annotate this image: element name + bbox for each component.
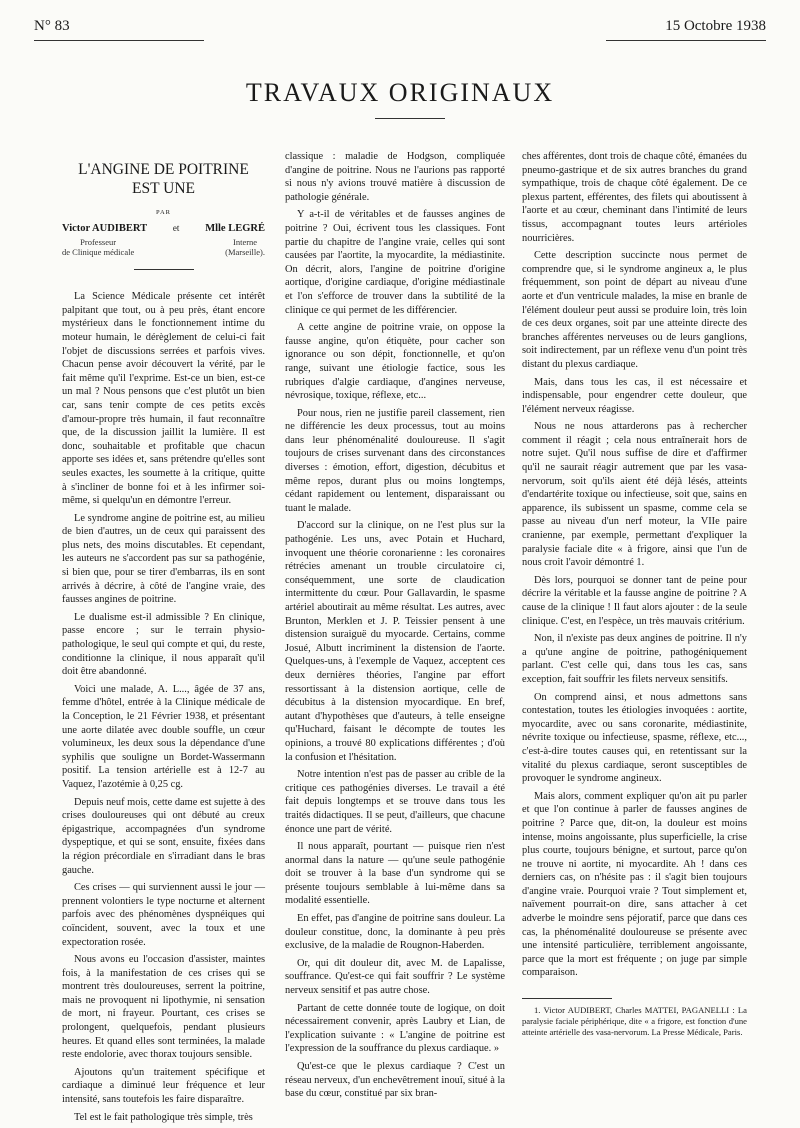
author-2-role-2: (Marseille).	[225, 247, 265, 258]
author-2: Mlle LEGRÉ	[205, 222, 265, 234]
article-title-line-1: L'ANGINE DE POITRINE	[78, 161, 249, 178]
section-rule	[375, 118, 445, 119]
author-2-role-1: Interne	[233, 237, 258, 248]
paragraph: Non, il n'existe pas deux angines de poitrine. Il n'y a qu'une angine de poitrine, pathogéniquement parlant. C'est celle qui, dans tous les cas, sans exception, fait souffrir les filets nerveux sensitifs.	[522, 633, 747, 685]
section-title: TRAVAUX ORIGINAUX	[245, 78, 555, 107]
page-header	[34, 14, 766, 44]
article-title-line-2: EST UNE	[131, 180, 195, 197]
author-1-affiliation	[62, 237, 134, 257]
paragraph: Nous ne nous attarderons pas à rechercher comment il réagit ; cela nous entraînerait hors de notre sujet. Qu'il nous suffise de dire et d'affirmer qu'il ne saurait réagir autrement que par les vasa-nervorum, soit qu'ils aient été déjà lésés, atteints d'endartérite toxique ou infectieuse, soit que, sains en apparence, ils subissent un spasme, comme cela se passe au niveau d'un nerf moteur, la VIIe paire cranienne, par exemple, permettant d'expliquer la paralysie faciale dite « à frigore, ainsi que l'un de nous croit l'avoir démontré 1.	[522, 421, 747, 569]
issue-number: N° 83	[34, 18, 70, 34]
author-conjunction: et	[172, 222, 180, 233]
paragraph: Voici une malade, A. L..., âgée de 37 ans, femme d'hôtel, entrée à la Clinique médicale de la Conception, le 21 Février 1938, et présentant une aorte dilatée avec double souffle, un cœur volumineux, les deux sous la dépendance d'une syphilis que souligne un Bordet-Wassermann positif. La tension artérielle est à 12-7 au Vaquez, l'azotémie à 0,25 cg.	[62, 683, 265, 790]
footnote-rule	[522, 998, 612, 999]
paragraph: On comprend ainsi, et nous admettons sans contestation, toutes les étiologies invoquées : aortite, myocardite, avec ou sans coronarite, médiastinite, névrite toxique ou infectieuse, spasme, réflexe, etc..., c'est-à-dire toutes causes qui, en retentissant sur la vitalité du plexus cardiaque, seront susceptibles de provoquer le syndrome angineux.	[522, 691, 747, 785]
paragraph: classique : maladie de Hodgson, compliquée d'angine de poitrine. Nous ne l'aurions pas rapporté si nous n'y avions trouvé matière à discussion de pathologie générale.	[285, 151, 505, 203]
paragraph: En effet, pas d'angine de poitrine sans douleur. La douleur constitue, donc, la dominante à peu près exclusive, de la maladie de Rougnon-Haberden.	[285, 913, 505, 952]
paragraph: A cette angine de poitrine vraie, on oppose la fausse angine, qu'on étiquète, pour cacher son ignorance ou son dépit, fonctionnelle, et qu'on range, suivant une étiologie factice, sous les rubriques d'algie cardiaque, d'angines nerveuse, névrosique, toxique, réflexe, etc...	[285, 322, 505, 402]
authors	[62, 222, 265, 236]
paragraph: Tel est le fait pathologique très simple, très	[74, 1111, 253, 1123]
date-rule	[606, 40, 766, 41]
paragraph: Pour nous, rien ne justifie pareil classement, rien ne différencie les deux processus, tout au moins dans leur phénoménalité douloureuse. Il s'agit toujours de crises survenant dans des circonstances diverses : émotion, effort, digestion, décubitus et même repos, durant plus ou moins longtemps, cédant rapidement ou lentement, disparaissant ou tuant le malade.	[285, 407, 505, 514]
paragraph: Notre intention n'est pas de passer au crible de la critique ces pathogénies diverses. Le travail a été fait depuis longtemps et se trouve dans tous les traités didactiques. Il se peut, d'ailleurs, que chacune énonce une part de vérité.	[285, 769, 505, 835]
author-1: Victor AUDIBERT	[62, 222, 148, 234]
paragraph: Il nous apparaît, pourtant — puisque rien n'est anormal dans la nature — qu'une seule pathogénie doit se trouver à la base d'un syndrome qui se présente toujours semblable à lui-même dans sa modalité essentielle.	[285, 841, 505, 907]
paragraph: Nous avons eu l'occasion d'assister, maintes fois, à la manifestation de ces crises qui se montrent très douloureuses, serrent la poitrine, mais ne provoquent ni lipothymie, ni sensation de mort, ni frayeur. Pourtant, ces crises se prolongent, quelquefois, pendant plusieurs heures. Et quand elles sont terminées, la malade reste endolorie, avec thorax toujours sensible.	[62, 954, 265, 1061]
issue-rule	[34, 40, 204, 41]
paragraph: Ajoutons qu'un traitement spécifique et cardiaque a diminué leur fréquence et leur intensité, sans toutefois les faire disparaître.	[62, 1066, 265, 1106]
paragraph: Y a-t-il de véritables et de fausses angines de poitrine ? Oui, écrivent tous les classiques. Font partie du chapitre de l'angine vraie, celles qui sont causées par l'aortite, la myocardite, la médiastinite. On décrit, alors, l'angine de poitrine d'origine aortique, d'origine cardiaque, d'origine médiastinale et l'on s'efforce de trouver dans la subtilité de la clinique ce qui permet de les différencier.	[285, 209, 505, 316]
author-2-affiliation	[225, 237, 265, 257]
paragraph: Dès lors, pourquoi se donner tant de peine pour décrire la véritable et la fausse angine de poitrine ? A cause de la clinique ! Il faut alors ajouter : de la seule clinique. C'est, en l'espèce, un très mauvais critérium.	[522, 574, 747, 627]
paragraph: Qu'est-ce que le plexus cardiaque ? C'est un réseau nerveux, d'un enchevêtrement inouï, situé à la base du cœur, constitué par six bran-	[285, 1061, 505, 1100]
byline-par: PAR	[155, 209, 172, 216]
author-1-role-2: de Clinique médicale	[62, 247, 135, 258]
column-3	[522, 150, 747, 1037]
issue-date: 15 Octobre 1938	[665, 18, 766, 34]
paragraph: Or, qui dit douleur dit, avec M. de Lapalisse, souffrance. Qu'est-ce qui fait souffrir ? Le système nerveux sensitif et pas autre chose.	[285, 957, 505, 997]
title-rule	[134, 269, 194, 270]
column-1-body	[62, 290, 265, 1124]
author-1-role-1: Professeur	[80, 237, 117, 248]
paragraph: Ces crises — qui surviennent aussi le jour — prennent volontiers le type nocturne et alternent parfois avec des phénomènes dyspnéiques qui coïncident, souvent, avec la toux et une expectoration rosée.	[62, 882, 265, 948]
paragraph: Mais alors, comment expliquer qu'on ait pu parler et que l'on continue à parler de fausses angines de poitrine ? Parce que, dit-on, la douleur est moins intense, moins angoissante, plus superficielle, la crise plus courte, toujours bénigne, et surtout, parce qu'on ne trouve ni aortite, ni myocardite. Ah ! dans ces derniers cas, on n'hésite pas : il s'agit bien toujours d'angine vraie. Pourquoi vraie ? Tout simplement et, naïvement pourrait-on dire, sans attacher à cet adverbe le moindre sens péjoratif, parce que dans ces cas, la phénoménalité douloureuse se présente avec une intensité particulière, terriblement angoissante, parce que la mort est fréquente ; on juge par simple comparaison.	[522, 790, 747, 979]
column-1	[62, 160, 265, 1128]
paragraph: Le dualisme est-il admissible ? En clinique, passe encore ; sur le terrain physio-pathologique, le seul qui compte et qui, du reste, conditionne la clinique, il nous apparaît qu'il doit être abandonné.	[62, 611, 265, 678]
paragraph: Cette description succincte nous permet de comprendre que, si le syndrome angineux a, le plus fréquemment, son point de départ au niveau d'une aorte et d'un ventricule malades, la mise en branle de l'élément douleur peut aussi se produire loin, très loin de ces deux organes, soit par une atteinte directe des branches afférentes nerveuses ou de leurs ganglions, soit indirectement, par un réflexe venu d'un point très distant du plexus cardiaque.	[522, 250, 747, 370]
article-title	[62, 160, 265, 198]
footnote: 1. Victor AUDIBERT, Charles MATTEI, PAGANELLI : La paralysie faciale périphérique, dite « a frigore, est fonction d'une atteinte artérielle des vasa-nervorum. La Presse Médicale, Paris.	[522, 1005, 747, 1037]
paragraph: Depuis neuf mois, cette dame est sujette à des crises douloureuses qui ont débuté au creux épigastrique, accompagnées d'un syndrome dyspeptique, et qui se sont, ensuite, fixées dans la région précordiale en s'irradiant dans le bras gauche.	[62, 796, 265, 876]
paragraph: D'accord sur la clinique, on ne l'est plus sur la pathogénie. Les uns, avec Potain et Huchard, invoquent une théorie coronarienne : les coronaires rétrécies amenant un trouble circulatoire ci, conséquemment, une sorte de claudication intermittente du cœur. Pour Gallavardin, le spasme artériel aboutirait au même résultat. Les autres, avec Brunton, Merklen et J. P. Teissier pensent à une distension suraiguë du myocarde. Certains, comme Josué, Albutt incriminent la distension de l'aorte. Quelques-uns, à l'exemple de Vaquez, acceptent ces deux dernières théories, l'angine par effort ressortissant à la distension aortique, celle de décubitus à la distension myocardique. En bref, autant d'hypothèses que d'auteurs, à telle enseigne qu'Huchard, faisant le décompte de toutes les opinions, a trouvé 80 explications différentes ; d'où la confusion et l'hésitation.	[285, 520, 505, 763]
affiliations	[62, 237, 265, 257]
paragraph: La Science Médicale présente cet intérêt palpitant que tout, ou à peu près, étant encore mystérieux dans le fonctionnement intime du moteur humain, le dérèglement de celui-ci fait l'objet de discussions serrées et parfois vives. Chacun pense avoir découvert la vérité, par le fait même qu'il l'exprime. Est-ce un bien, est-ce un mal ? Nous pensons que c'est plutôt un bien car, sans tenir compte de ces petits excès d'amour-propre très humain, il faut reconnaître que, de la discussion jaillit la lumière. Il est donc, souhaitable et profitable que chacun apporte ses idées et, sans prétendre qu'elles sont seules exactes, les soumette à la critique, quitte à s'incliner de bonne foi et à les infirmer soi-même, si quelqu'un en démontre l'erreur.	[62, 291, 265, 507]
paragraph: Le syndrome angine de poitrine est, au milieu de bien d'autres, un de ceux qui paraissent des plus nets, des moins discutables. Et cependant, les auteurs ne s'accordent pas sur sa pathogénie, si bien que, pour se tirer d'embarras, ils en sont arrivés à décrire, à côté de l'angine vraie, des fausses angines de poitrine.	[62, 512, 265, 606]
paragraph: ches afférentes, dont trois de chaque côté, émanées du pneumo-gastrique et de six autres branches du grand sympathique, trois de chaque côté également. De ce plexus partent, efférentes, des filets qui aboutissent à l'aorte et au cœur, cheminant dans l'intimité de leurs tissus, accompagnant toutes leurs artérioles nourricières.	[522, 151, 747, 244]
column-2	[285, 150, 505, 1105]
paragraph: Partant de cette donnée toute de logique, on doit nécessairement convenir, après Laubry et Lian, de l'explication suivante : « L'angine de poitrine est l'expression de la souffrance du plexus cardiaque. »	[285, 1002, 505, 1055]
paragraph: Mais, dans tous les cas, il est nécessaire et indispensable, pour engendrer cette douleur, que l'élément nerveux réagisse.	[522, 376, 747, 415]
